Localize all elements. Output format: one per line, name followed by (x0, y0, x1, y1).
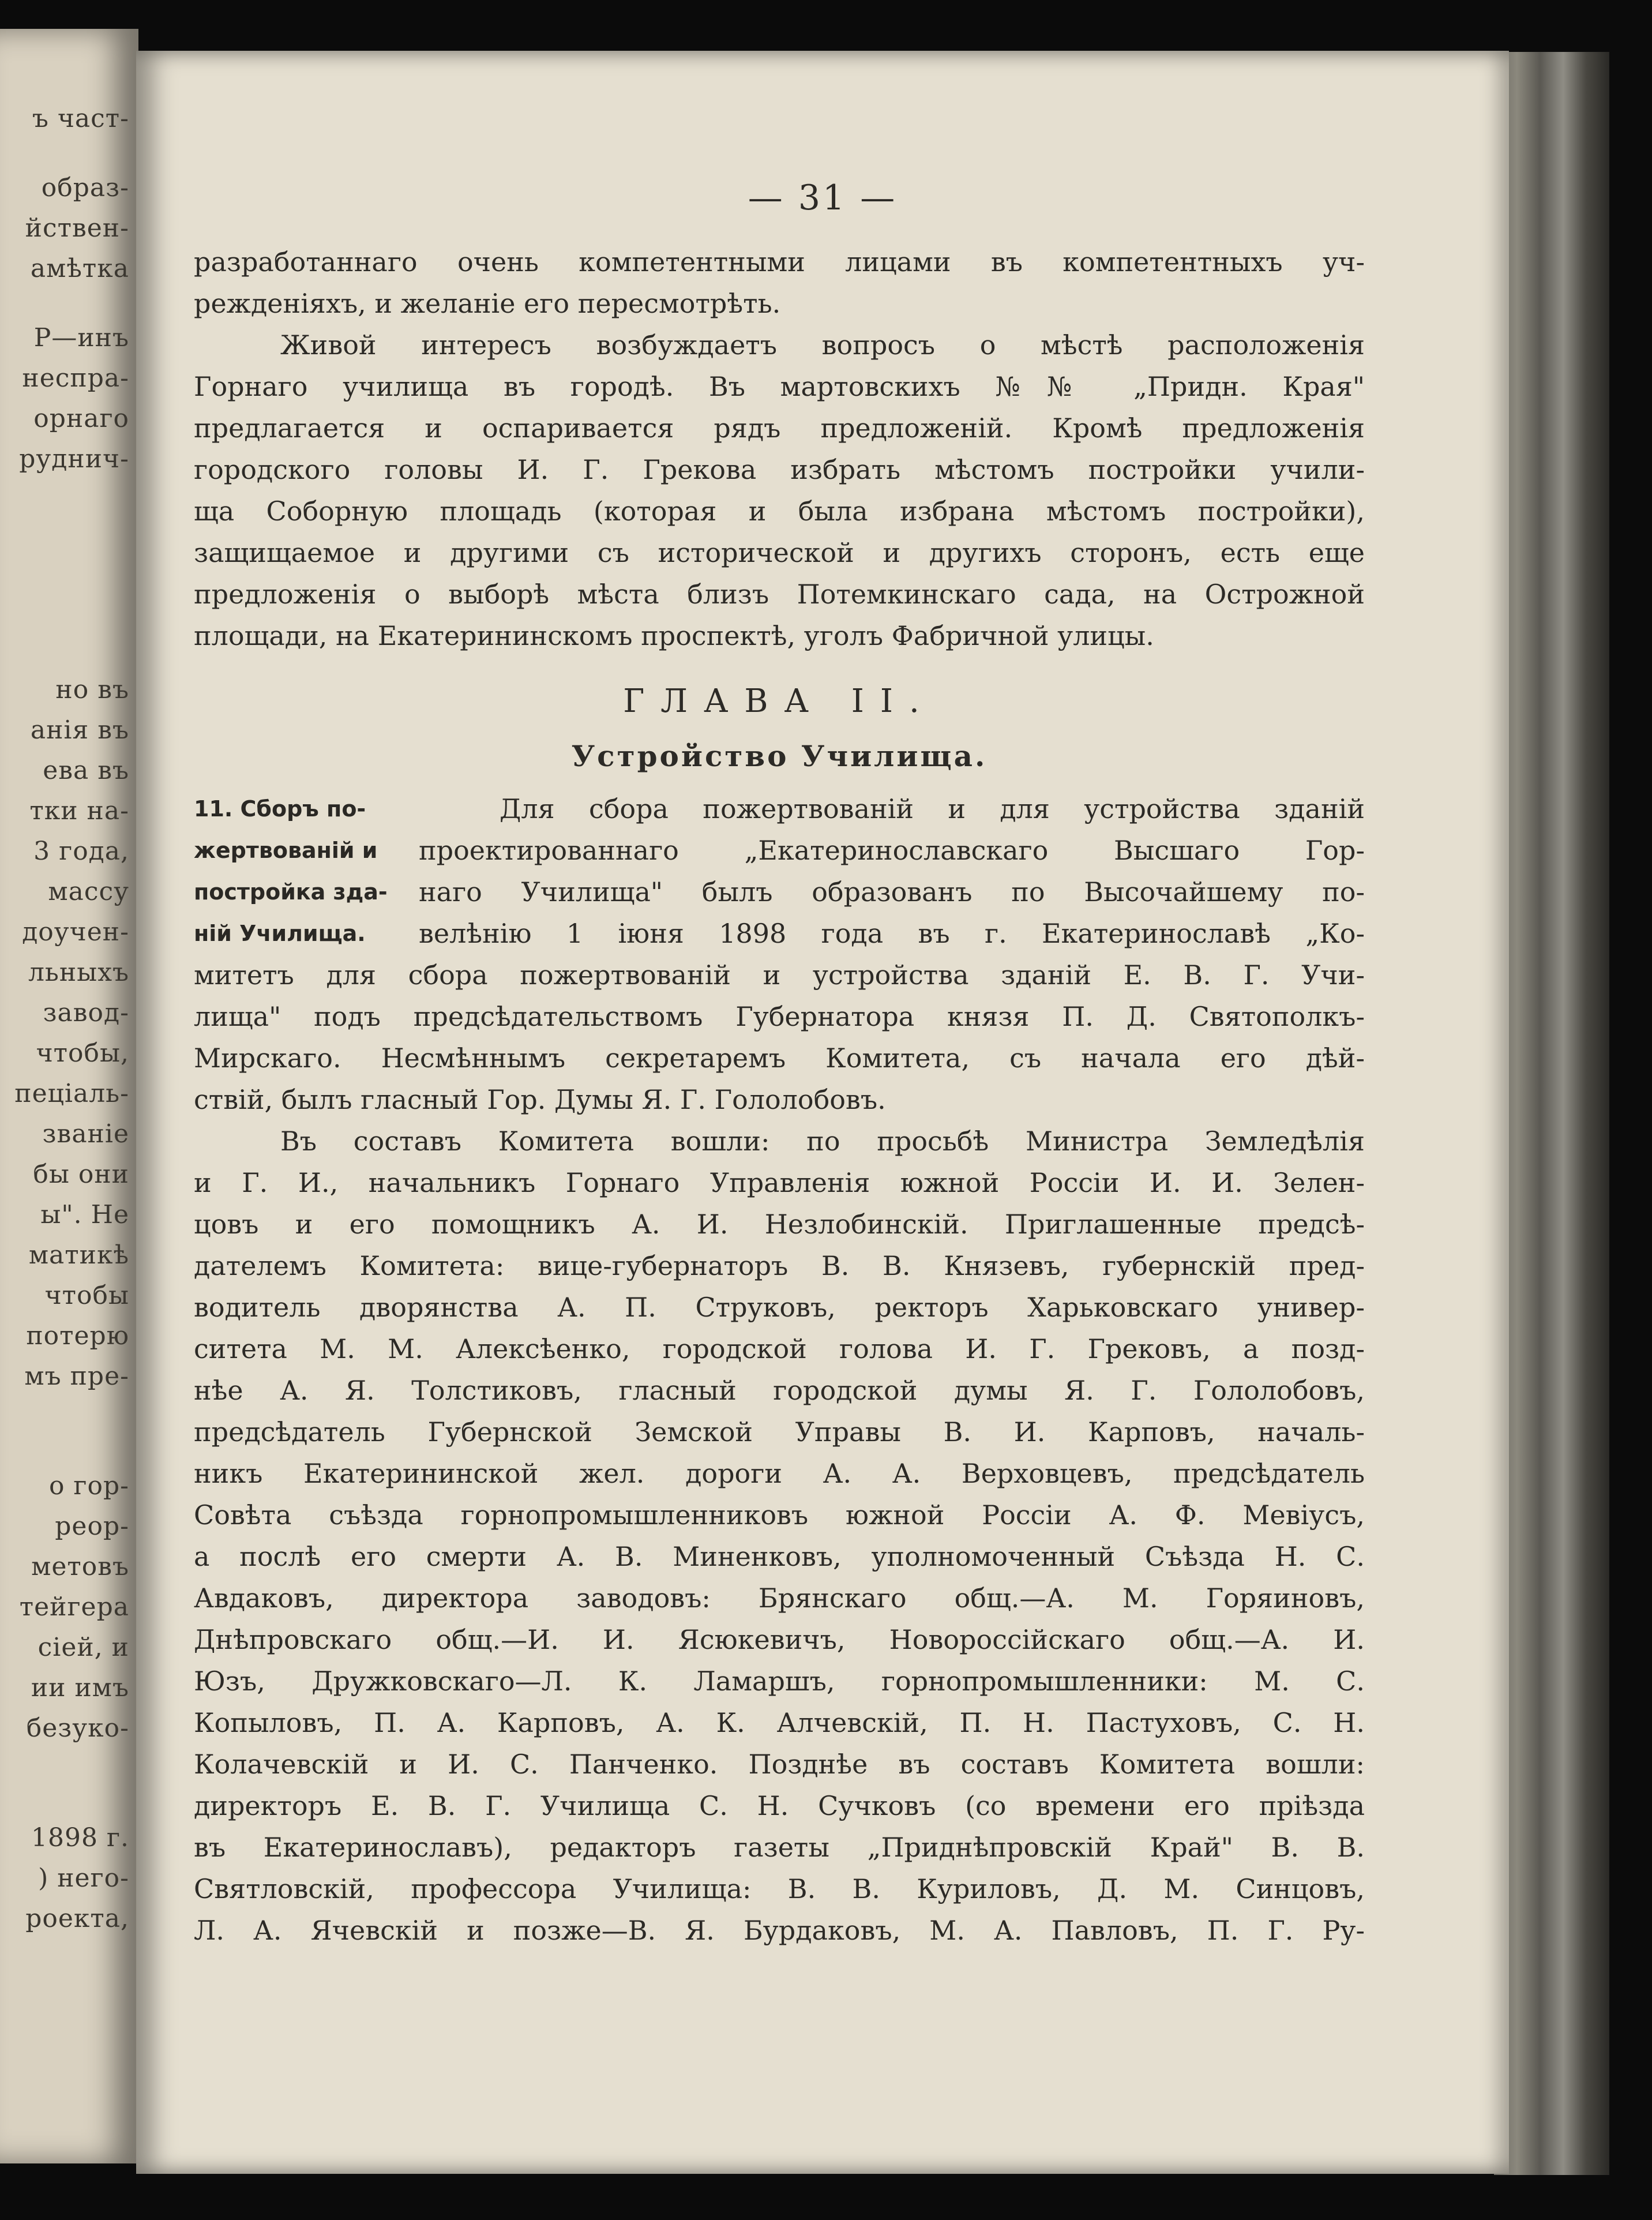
left-page-fragment: но въ (55, 675, 129, 704)
text-line: Для сбора пожертвованій и для устройства зданій (500, 793, 1365, 824)
text-line: разработаннаго очень компетентными лицами въ компетентныхъ уч- (194, 246, 1365, 278)
left-page-fragment: массу (48, 877, 129, 906)
text-line: а послѣ его смерти А. В. Миненковъ, уполномоченный Съѣзда Н. С. (194, 1541, 1365, 1572)
left-page-fragment: потерю (26, 1321, 129, 1351)
page-number: — 31 — (748, 178, 898, 218)
text-line: Въ составъ Комитета вошли: по просьбѣ Министра Земледѣлія (280, 1126, 1365, 1157)
text-line: предлагается и оспаривается рядъ предложеній. Кромѣ предложенія (194, 412, 1365, 444)
text-line: и Г. И., начальникъ Горнаго Управленія южной Россіи И. И. Зелен- (194, 1167, 1365, 1198)
left-page-fragment: доучен- (22, 917, 129, 947)
book-edge (1494, 52, 1609, 2175)
left-page-fragment: тейгера (19, 1592, 129, 1622)
book-page (136, 51, 1509, 2174)
left-page-fragment: ы". Не (40, 1200, 129, 1229)
left-page-fragment: роекта, (25, 1904, 129, 1933)
left-page-fragment: 3 года, (33, 837, 129, 866)
text-line: предсѣдатель Губернской Земской Управы В. И. Карповъ, началь- (194, 1416, 1365, 1447)
left-page-fragment: завод- (43, 998, 129, 1028)
text-line: лища" подъ предсѣдательствомъ Губернатора князя П. Д. Святополкъ- (194, 1001, 1365, 1032)
text-line: директоръ Е. В. Г. Училища С. Н. Сучковъ (со времени его пріѣзда (194, 1790, 1365, 1821)
marginal-note (194, 788, 401, 954)
text-line: ситета М. М. Алексѣенко, городской голова И. Г. Грековъ, а позд- (194, 1333, 1365, 1364)
left-page-fragment: матикѣ (28, 1240, 129, 1270)
section-title: Устройство Училища. (571, 739, 988, 773)
left-page-fragment: пеціаль- (14, 1079, 129, 1108)
text-line: велѣнію 1 іюня 1898 года въ г. Екатеринославѣ „Ко- (419, 918, 1365, 949)
left-page-fragment: безуко- (26, 1713, 129, 1743)
left-page-fragment: о гор- (48, 1471, 129, 1501)
text-line: ща Соборную площадь (которая и была избрана мѣстомъ постройки), (194, 496, 1365, 527)
left-page-fragment: ии имъ (31, 1673, 129, 1702)
text-line: Живой интересъ возбуждаетъ вопросъ о мѣстѣ расположенія (280, 329, 1365, 361)
text-line: Колачевскій и И. С. Панченко. Позднѣе въ составъ Комитета вошли: (194, 1749, 1365, 1780)
left-page-fragment: тки на- (29, 796, 129, 826)
text-line: никъ Екатерининской жел. дороги А. А. Верховцевъ, предсѣдатель (194, 1458, 1365, 1489)
text-line: Юзъ, Дружковскаго—Л. К. Ламаршъ, горнопромышленники: М. С. (194, 1666, 1365, 1697)
left-page-fragment: амѣтка (30, 254, 129, 283)
section-11-block (194, 788, 1365, 954)
left-page-fragment: бы они (33, 1160, 129, 1189)
text-line: площади, на Екатерининскомъ проспектѣ, уголъ Фабричной улицы. (194, 620, 1154, 651)
left-page-fragment: 1898 г. (31, 1823, 129, 1852)
text-line: въ Екатеринославъ), редакторъ газеты „Приднѣпровскій Край" В. В. (194, 1832, 1365, 1863)
text-line: наго Училища" былъ образованъ по Высочайшему по- (419, 876, 1365, 907)
text-line: ствій, былъ гласный Гор. Думы Я. Г. Гололобовъ. (194, 1084, 886, 1115)
text-line: Днѣпровскаго общ.—И. И. Ясюкевичъ, Новороссійскаго общ.—А. И. (194, 1624, 1365, 1655)
marginal-line: жертвованій и (194, 838, 378, 863)
left-page-fragment: орнаго (33, 404, 129, 433)
text-line: водитель дворянства А. П. Струковъ, ректоръ Харьковскаго универ- (194, 1292, 1365, 1323)
text-line: Копыловъ, П. А. Карповъ, А. К. Алчевскій, П. Н. Пастуховъ, С. Н. (194, 1707, 1365, 1738)
left-page-fragment: реор- (55, 1512, 129, 1541)
text-line: защищаемое и другими съ исторической и другихъ сторонъ, есть еще (194, 537, 1365, 568)
left-page-fragment: чтобы, (36, 1038, 129, 1068)
page-text (194, 241, 1365, 1951)
text-line: цовъ и его помощникъ А. И. Незлобинскій. Приглашенные предсѣ- (194, 1209, 1365, 1240)
left-page-edge (0, 29, 138, 2163)
marginal-line: ній Училища. (194, 921, 366, 946)
text-line: дателемъ Комитета: вице-губернаторъ В. В. Князевъ, губернскій пред- (194, 1250, 1365, 1281)
left-page-fragment: ) него- (38, 1863, 129, 1893)
left-page-fragment: льныхъ (28, 958, 129, 987)
text-line: проектированнаго „Екатеринославскаго Высшаго Гор- (419, 835, 1365, 866)
text-line: нѣе А. Я. Толстиковъ, гласный городской думы Я. Г. Гололобовъ, (194, 1375, 1365, 1406)
text-line: режденіяхъ, и желаніе его пересмотрѣть. (194, 288, 781, 319)
left-page-fragment: сіей, и (37, 1633, 129, 1662)
text-line: Авдаковъ, директора заводовъ: Брянскаго общ.—А. М. Горяиновъ, (194, 1582, 1365, 1614)
left-page-fragment: званіе (42, 1119, 129, 1149)
text-line: Совѣта съѣзда горнопромышленниковъ южной Россіи А. Ф. Мевіусъ, (194, 1499, 1365, 1531)
left-page-fragment: анія въ (30, 715, 129, 745)
left-page-fragment: Р—инъ (33, 323, 129, 352)
left-page-fragment: неспра- (22, 363, 129, 393)
marginal-line: 11. Сборъ по- (194, 796, 366, 822)
left-page-fragment: руднич- (19, 444, 129, 474)
left-page-fragment: ева въ (43, 756, 129, 785)
text-line: митетъ для сбора пожертвованій и устройства зданій Е. В. Г. Учи- (194, 959, 1365, 991)
left-page-fragment: ъ част- (32, 104, 129, 133)
text-line: Горнаго училища въ городѣ. Въ мартовскихъ №№ „Придн. Края" (194, 371, 1365, 402)
text-line: городского головы И. Г. Грекова избрать мѣстомъ постройки учили- (194, 454, 1365, 485)
chapter-title: ГЛАВА II. (623, 682, 936, 720)
left-page-fragment: метовъ (31, 1552, 129, 1581)
left-page-fragment: мъ пре- (24, 1362, 129, 1391)
left-page-fragment: йствен- (25, 213, 129, 243)
text-line: Святловскій, профессора Училища: В. В. Куриловъ, Д. М. Синцовъ, (194, 1873, 1365, 1904)
left-page-fragment: образ- (41, 173, 129, 202)
text-line: Л. А. Ячевскій и позже—В. Я. Бурдаковъ, М. А. Павловъ, П. Г. Ру- (194, 1915, 1365, 1946)
text-line: Мирскаго. Несмѣннымъ секретаремъ Комитета, съ начала его дѣй- (194, 1042, 1365, 1074)
left-page-fragment: чтобы (44, 1281, 129, 1310)
text-line: предложенія о выборѣ мѣста близъ Потемкинскаго сада, на Острожной (194, 579, 1365, 610)
marginal-line: постройка зда- (194, 879, 388, 905)
